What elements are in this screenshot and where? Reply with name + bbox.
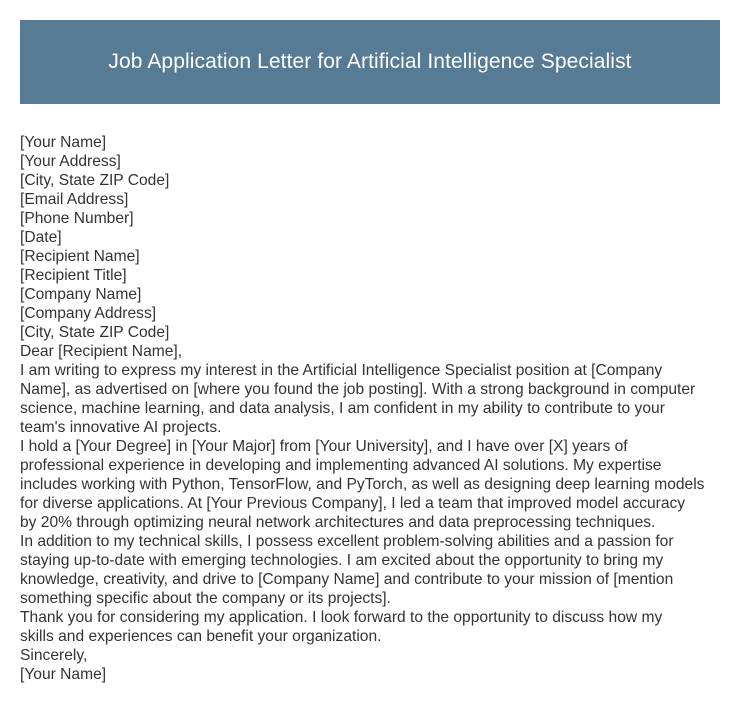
paragraph-line: for diverse applications. At [Your Previous Company], I led a team that improved model accuracy bbox=[20, 495, 686, 512]
recipient-title: [Recipient Title] bbox=[20, 267, 127, 284]
paragraph-line: Name], as advertised on [where you found the job posting]. With a strong background in computer bbox=[20, 381, 696, 398]
closing: Sincerely, bbox=[20, 647, 88, 664]
paragraph-line: I hold a [Your Degree] in [Your Major] from [Your University], and I have over [X] years of bbox=[20, 438, 628, 455]
paragraph-skills bbox=[20, 532, 725, 608]
letter-header-banner bbox=[20, 20, 720, 104]
paragraph-line: knowledge, creativity, and drive to [Company Name] and contribute to your mission of [mention bbox=[20, 571, 674, 588]
recipient-name: [Recipient Name] bbox=[20, 248, 140, 265]
sender-address: [Your Address] bbox=[20, 153, 121, 170]
recipient-city-state-zip: [City, State ZIP Code] bbox=[20, 324, 170, 341]
sender-name: [Your Name] bbox=[20, 134, 107, 151]
paragraph-experience bbox=[20, 437, 725, 532]
sender-email: [Email Address] bbox=[20, 191, 129, 208]
paragraph-line: I am writing to express my interest in the Artificial Intelligence Specialist position at [Company bbox=[20, 362, 663, 379]
signature: [Your Name] bbox=[20, 666, 107, 683]
letter-title: Job Application Letter for Artificial Intelligence Specialist bbox=[108, 50, 632, 73]
letter-date: [Date] bbox=[20, 229, 62, 246]
paragraph-line: professional experience in developing and implementing advanced AI solutions. My expertise bbox=[20, 457, 662, 474]
sender-city-state-zip: [City, State ZIP Code] bbox=[20, 172, 170, 189]
recipient-company: [Company Name] bbox=[20, 286, 142, 303]
paragraph-thanks bbox=[20, 608, 725, 646]
paragraph-line: staying up-to-date with emerging technologies. I am excited about the opportunity to bring my bbox=[20, 552, 664, 569]
recipient-address: [Company Address] bbox=[20, 305, 157, 322]
paragraph-line: Thank you for considering my application. I look forward to the opportunity to discuss how my bbox=[20, 609, 663, 626]
sender-phone: [Phone Number] bbox=[20, 210, 134, 227]
paragraph-line: something specific about the company or its projects]. bbox=[20, 590, 391, 607]
salutation: Dear [Recipient Name], bbox=[20, 343, 183, 360]
paragraph-line: by 20% through optimizing neural network architectures and data preprocessing techniques. bbox=[20, 514, 656, 531]
letter-body bbox=[20, 133, 725, 684]
paragraph-line: In addition to my technical skills, I possess excellent problem-solving abilities and a passion for bbox=[20, 533, 674, 550]
paragraph-line: skills and experiences can benefit your organization. bbox=[20, 628, 382, 645]
paragraph-line: science, machine learning, and data analysis, I am confident in my ability to contribute to your bbox=[20, 400, 665, 417]
paragraph-line: team's innovative AI projects. bbox=[20, 419, 222, 436]
paragraph-line: includes working with Python, TensorFlow, and PyTorch, as well as designing deep learning models bbox=[20, 476, 705, 493]
paragraph-intro bbox=[20, 361, 725, 437]
